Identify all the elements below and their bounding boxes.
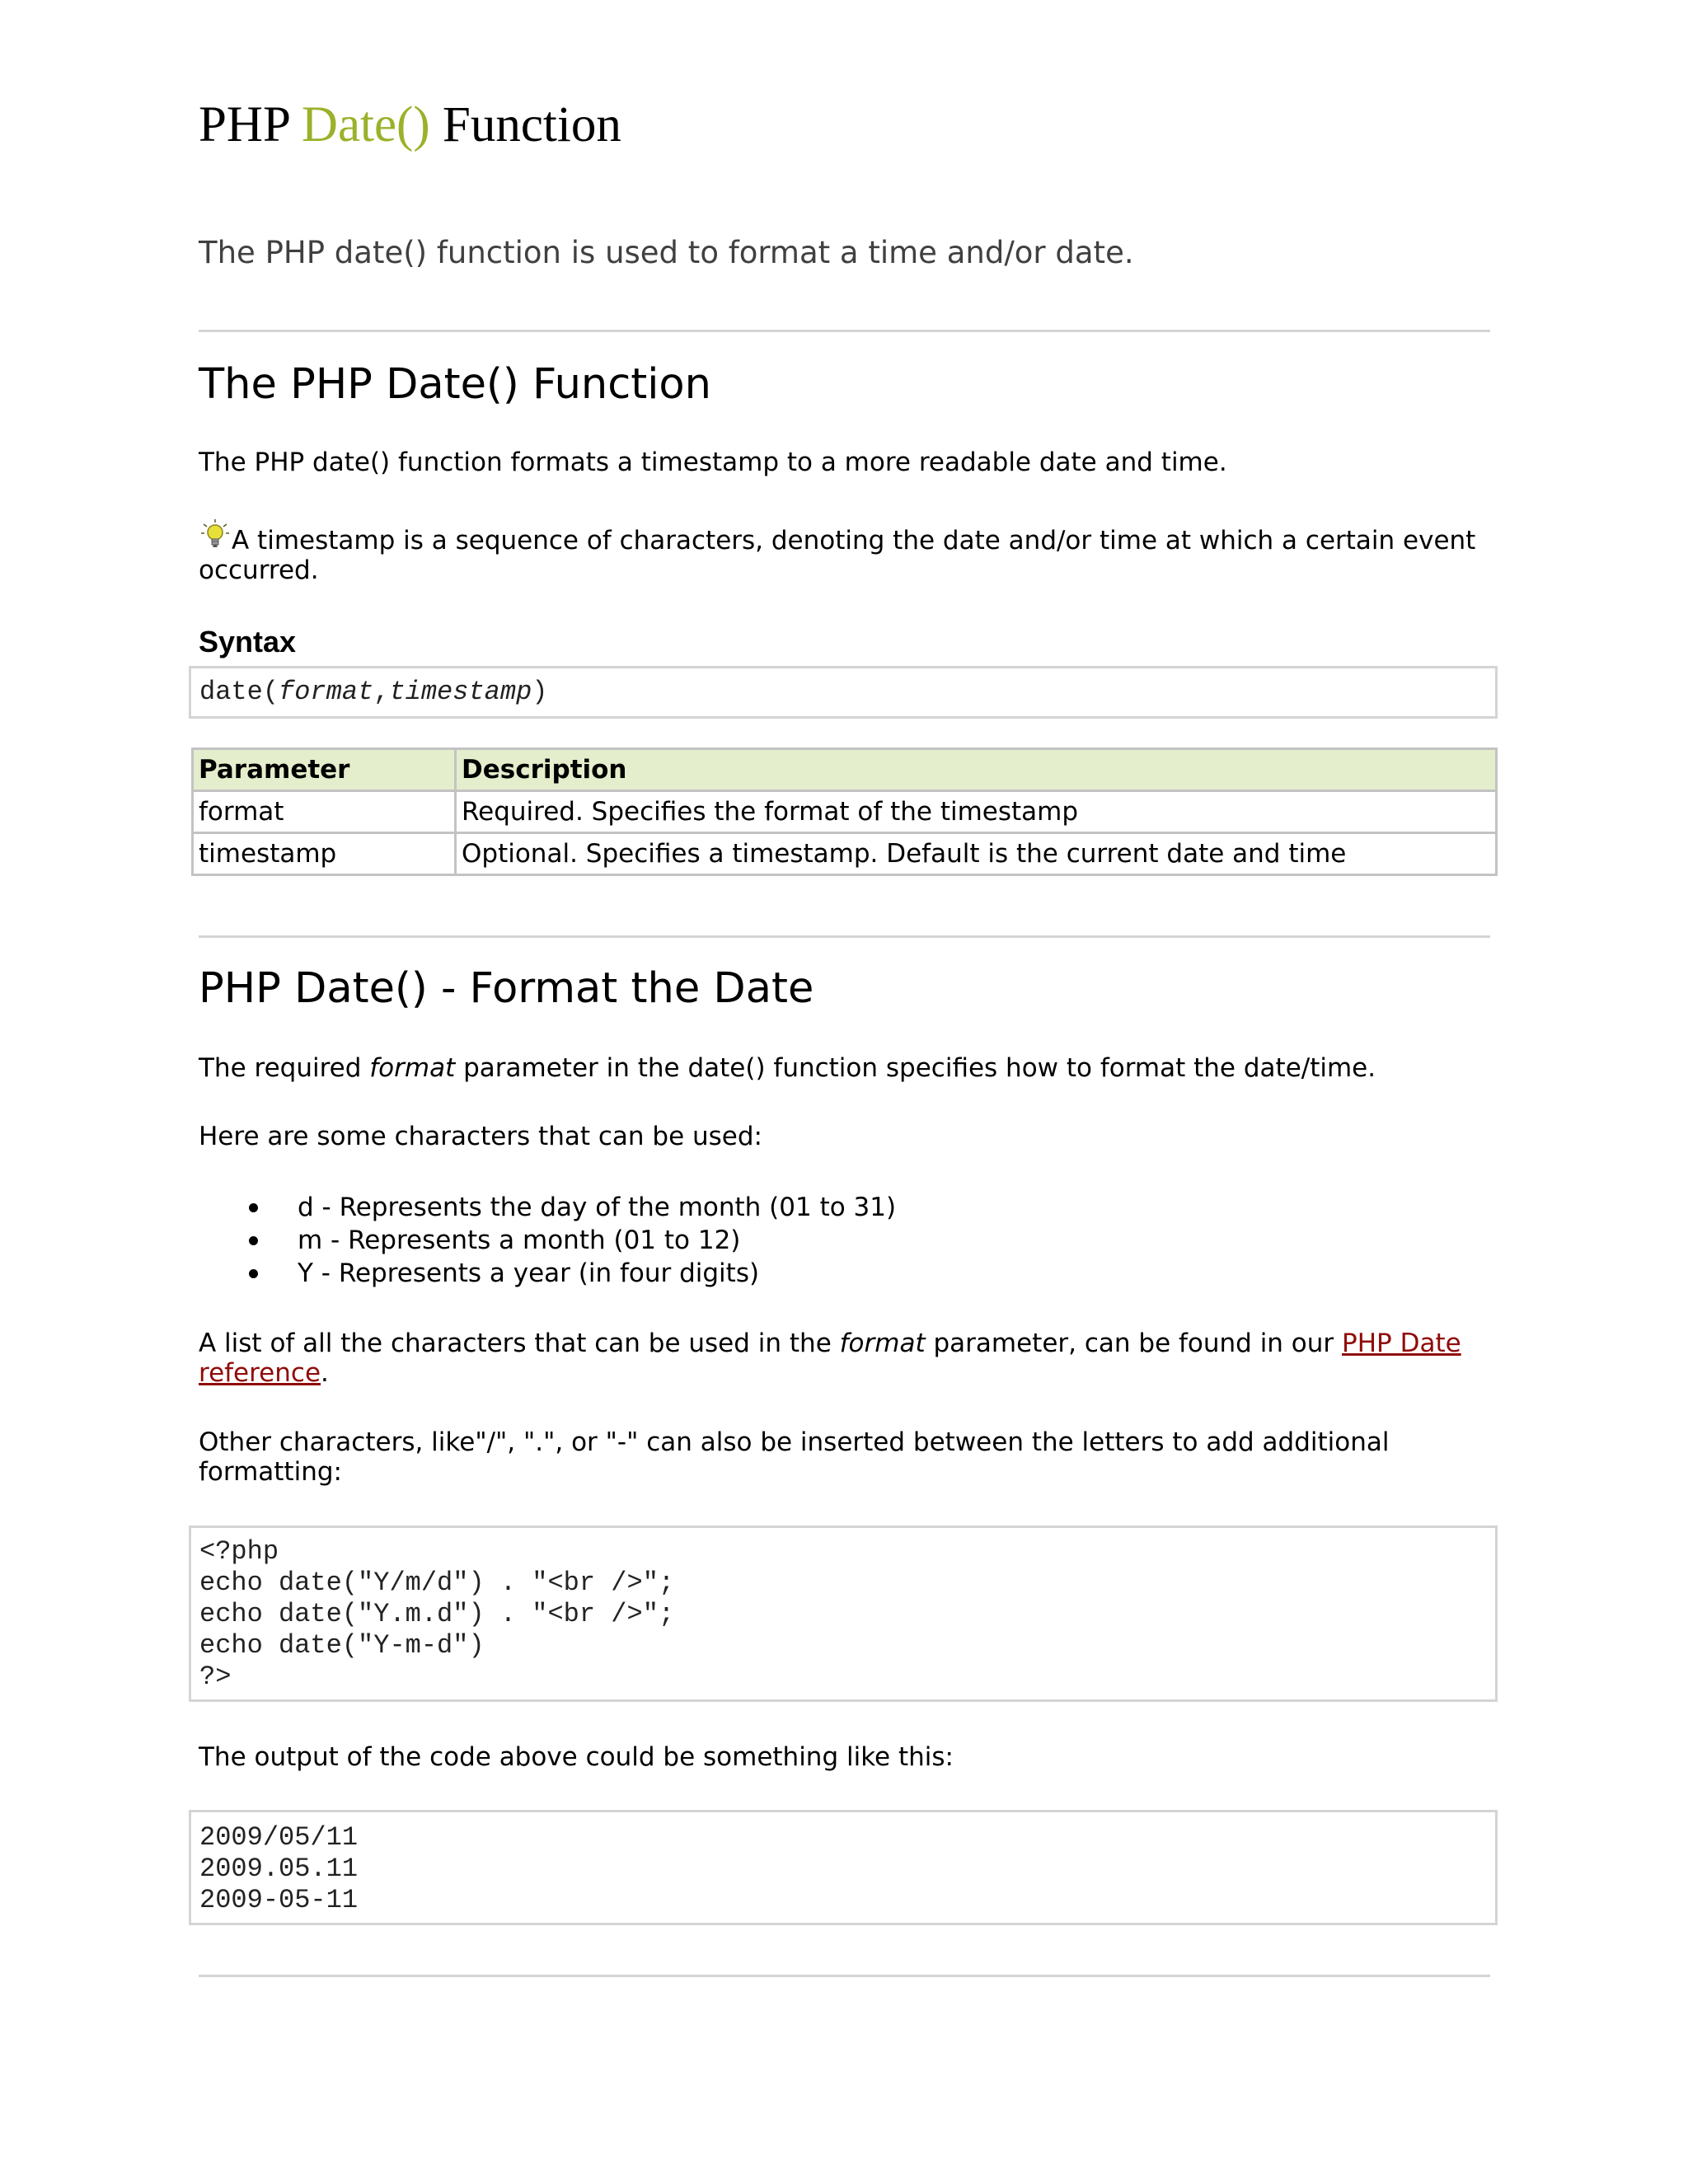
page-title: [199, 92, 621, 158]
text-span: The required: [199, 1053, 370, 1083]
divider: [199, 935, 1490, 938]
php-date-reference-link[interactable]: PHP Date reference: [199, 1329, 1461, 1388]
table-header-row: [193, 749, 1497, 791]
section-heading-date-function: The PHP Date() Function: [199, 360, 711, 409]
code-line: echo date("Y.m.d") . "<br />";: [199, 1599, 675, 1629]
table-cell-parameter: format: [193, 791, 456, 833]
title-prefix: PHP: [199, 97, 302, 152]
list-item: Y - Represents a year (in four digits): [199, 1257, 896, 1290]
table-cell-description: Optional. Specifies a timestamp. Default is the current date and time: [456, 833, 1497, 875]
code-output-box: [189, 1810, 1498, 1925]
code-line: <?php: [199, 1536, 279, 1567]
text-span: parameter in the date() function specifies how to format the date/time.: [455, 1053, 1376, 1083]
tip-note: A timestamp is a sequence of characters, denoting the date and/or time at which a certain event occurred.: [199, 526, 1476, 585]
syntax-heading: Syntax: [199, 625, 297, 658]
output-intro: The output of the code above could be something like this:: [199, 1742, 954, 1772]
format-characters-list: [199, 1191, 896, 1290]
syntax-code-box: [189, 666, 1498, 719]
format-paragraph: [199, 1053, 1490, 1083]
code-line: echo date("Y/m/d") . "<br />";: [199, 1568, 675, 1598]
syntax-func: date(: [199, 677, 279, 707]
emphasis-format: format: [369, 1053, 456, 1083]
title-suffix: Function: [429, 97, 621, 152]
title-accent: Date(): [301, 97, 430, 152]
characters-intro: Here are some characters that can be used:: [199, 1122, 762, 1151]
table-cell-description: Required. Specifies the format of the timestamp: [456, 791, 1497, 833]
code-line: ?>: [199, 1661, 232, 1692]
emphasis-format: format: [839, 1329, 926, 1358]
table-row: [193, 791, 1497, 833]
text-span: parameter, can be found in our: [925, 1329, 1343, 1358]
code-line: echo date("Y-m-d"): [199, 1630, 485, 1661]
table-header-parameter: Parameter: [193, 749, 456, 791]
syntax-close: ): [532, 677, 548, 707]
syntax-comma: ,: [373, 677, 390, 707]
table-row: [193, 833, 1497, 875]
code-example-box: [189, 1526, 1498, 1702]
reference-paragraph: [199, 1329, 1490, 1388]
section-paragraph: The PHP date() function formats a timestamp to a more readable date and time.: [199, 448, 1227, 477]
parameter-table: [191, 748, 1498, 876]
output-line: 2009.05.11: [199, 1854, 359, 1884]
syntax-arg-format: format: [279, 677, 374, 707]
output-line: 2009/05/11: [199, 1822, 359, 1853]
text-span: .: [321, 1358, 329, 1388]
list-item: m - Represents a month (01 to 12): [199, 1224, 896, 1257]
divider: [199, 330, 1490, 332]
list-item: d - Represents the day of the month (01 to 31): [199, 1191, 896, 1224]
section-heading-format-date: PHP Date() - Format the Date: [199, 964, 814, 1013]
table-cell-parameter: timestamp: [193, 833, 456, 875]
table-header-description: Description: [456, 749, 1497, 791]
syntax-arg-timestamp: timestamp: [389, 677, 532, 707]
divider: [199, 1975, 1490, 1977]
text-span: A list of all the characters that can be used in the: [199, 1329, 840, 1358]
intro-text: The PHP date() function is used to format a time and/or date.: [199, 235, 1134, 270]
output-line: 2009-05-11: [199, 1885, 359, 1915]
separator-characters-paragraph: Other characters, like"/", ".", or "-" can also be inserted between the letters to add additional formatting:: [199, 1427, 1390, 1487]
